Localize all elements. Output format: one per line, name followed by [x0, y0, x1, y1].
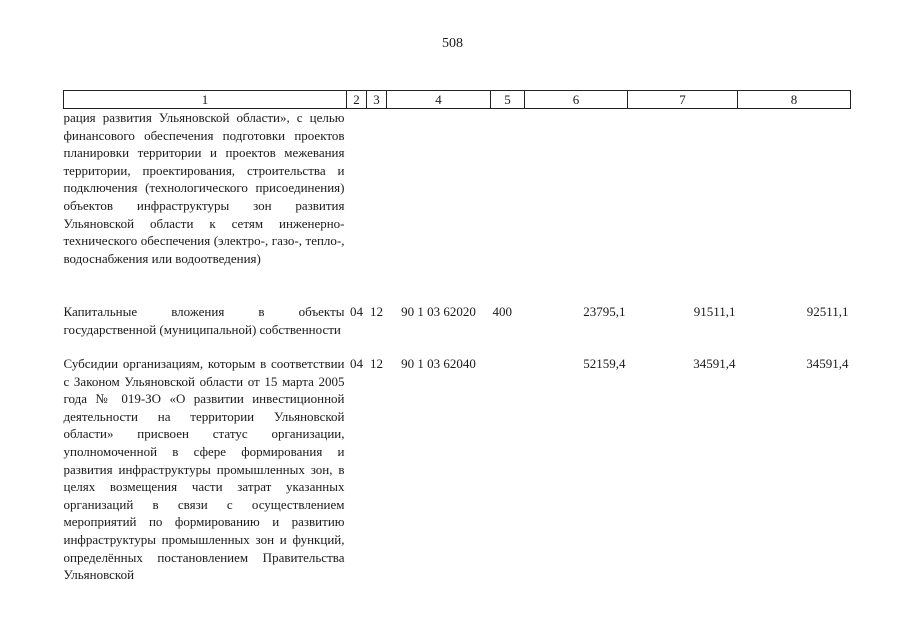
row-description: Субсидии организациям, которым в соответствии с Законом Ульяновской области от 15 марта 2005 года № 019-ЗО «О развитии инвестиционной деятельности на территории Ульяновской области» присвоен статус организации, уполномоченной в сфере формирования и развития инфраструктуры промышленных зон, в целях возмещения части затрат указанных организаций в связи с осуществлением мероприятий по формированию и развитию инфраструктуры промышленных зон и функций, определённых постановлением Правительства Ульяновской [63, 356, 345, 583]
header-col-7: 7 [628, 91, 738, 109]
header-row [64, 91, 851, 109]
table-header [64, 91, 851, 109]
row-subsection: 12 [370, 304, 383, 319]
row-amount-1: 23795,1 [583, 304, 626, 319]
table-row [64, 355, 851, 584]
row-expense-type [491, 355, 525, 584]
row-amount-3 [738, 109, 851, 304]
row-description: Капитальные вложения в объекты государственной (муниципальной) собственности [63, 304, 345, 337]
header-col-3: 3 [367, 91, 387, 109]
row-amount-2: 34591,4 [693, 356, 736, 371]
row-amount-3: 92511,1 [806, 304, 849, 319]
header-col-4: 4 [387, 91, 491, 109]
page-number: 508 [442, 36, 463, 51]
row-amount-3: 34591,4 [806, 356, 849, 371]
row-amount-1: 52159,4 [583, 356, 626, 371]
row-amount-2 [628, 109, 738, 304]
row-target-code: 90 1 03 62020 [401, 304, 476, 319]
row-section: 04 [350, 304, 363, 319]
row-expense-type [491, 109, 525, 304]
row-amount-2: 91511,1 [693, 304, 736, 319]
row-subsection: 12 [370, 356, 383, 371]
header-col-8: 8 [738, 91, 851, 109]
row-target-code: 90 1 03 62040 [401, 356, 476, 371]
row-subsection [367, 109, 387, 304]
row-description: рация развития Ульяновской области», с целью финансового обеспечения подготовки проектов планировки территории и проектов межевания территории, проектирования, строительства и подключения (технологического присоединения) объектов инфраструктуры зон развития Ульяновской области к сетям инженерно-технического обеспечения (электро-, газо-, тепло-, водоснабжения или водоотведения) [63, 110, 345, 266]
row-section: 04 [350, 356, 363, 371]
row-target-code [387, 109, 491, 304]
table-body [64, 109, 851, 584]
row-expense-type: 400 [492, 304, 512, 319]
row-section [347, 109, 367, 304]
table-row [64, 303, 851, 355]
table-row [64, 109, 851, 304]
header-col-1: 1 [64, 91, 347, 109]
header-col-6: 6 [525, 91, 628, 109]
header-col-5: 5 [491, 91, 525, 109]
budget-table [63, 90, 851, 584]
row-amount-1 [525, 109, 628, 304]
header-col-2: 2 [347, 91, 367, 109]
